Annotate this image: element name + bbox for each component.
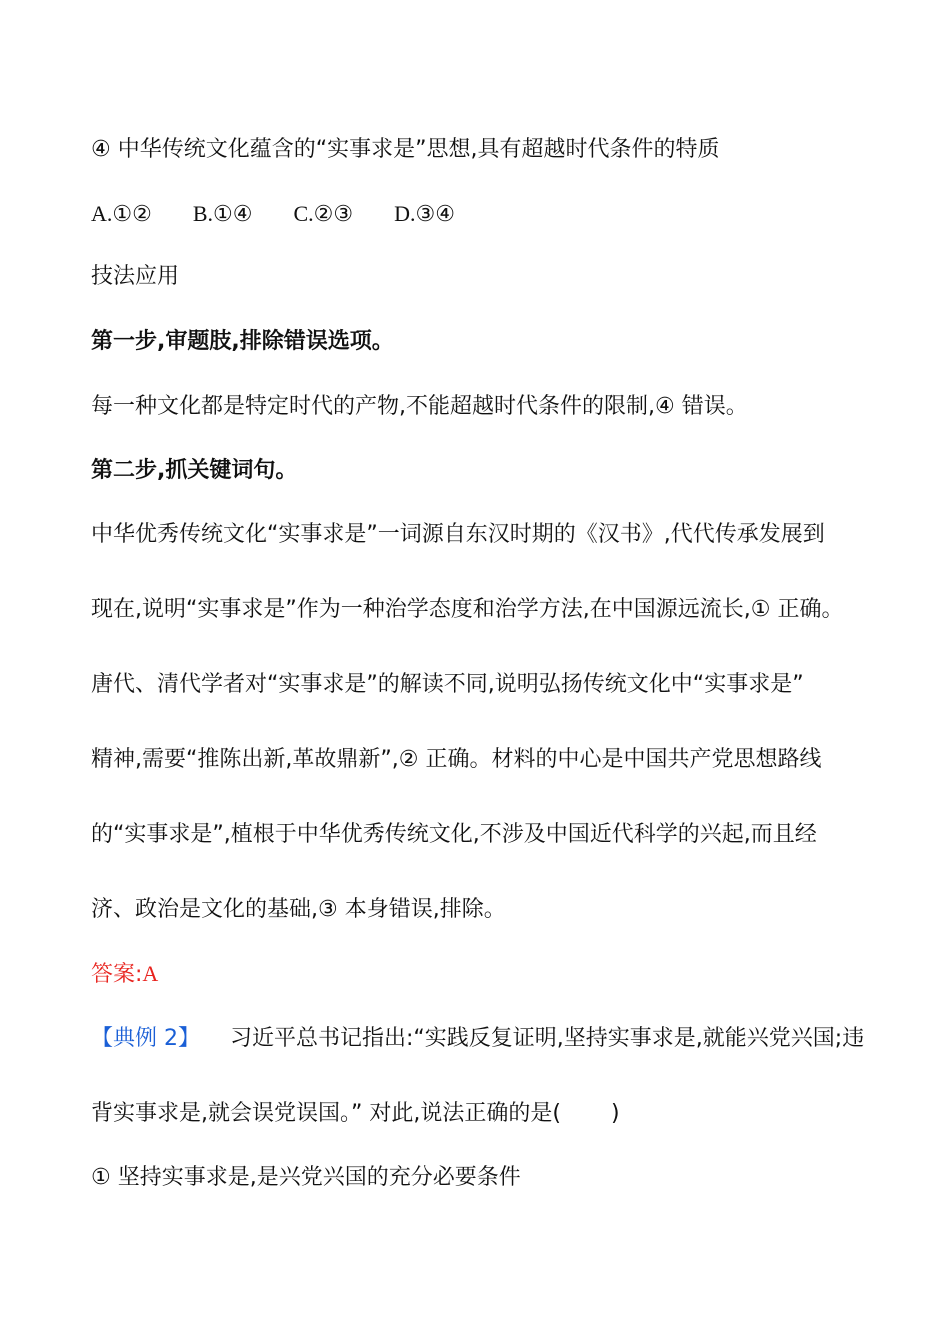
answer-options [91,199,489,230]
answer-value: A [142,961,159,986]
example-line-1 [91,1024,864,1054]
option-a: A.①② [91,201,152,226]
step2-line-5: 的“实事求是”,植根于中华优秀传统文化,不涉及中国近代科学的兴起,而且经 [91,822,817,847]
step2-heading: 第二步,抓关键词句。 [91,458,298,483]
example-text-1: 习近平总书记指出:“实践反复证明,坚持实事求是,就能兴党兴国;违 [230,1026,865,1051]
option-d: D.③④ [394,201,455,226]
step2-line-1: 中华优秀传统文化“实事求是”一词源自东汉时期的《汉书》,代代传承发展到 [91,522,825,547]
step1-text: 每一种文化都是特定时代的产物,不能超越时代条件的限制,④ 错误。 [91,394,748,419]
example-text-2: 背实事求是,就会误党误国。” 对此,说法正确的是( [91,1101,561,1126]
option-item-1: ① 坚持实事求是,是兴党兴国的充分必要条件 [91,1165,521,1190]
example-line-2 [91,1099,620,1129]
option-b: B.①④ [192,201,253,226]
technique-heading: 技法应用 [91,264,180,289]
step2-line-2: 现在,说明“实事求是”作为一种治学态度和治学方法,在中国源远流长,① 正确。 [91,597,844,622]
answer-line [91,959,158,990]
answer-label: 答案: [91,962,143,987]
step2-line-3: 唐代、清代学者对“实事求是”的解读不同,说明弘扬传统文化中“实事求是” [91,672,804,697]
option-item-4: ④ 中华传统文化蕴含的“实事求是”思想,具有超越时代条件的特质 [91,137,720,162]
example-tag: 【典例 2】 [91,1026,200,1051]
step2-line-4: 精神,需要“推陈出新,革故鼎新”,② 正确。材料的中心是中国共产党思想路线 [91,747,822,772]
step2-line-6: 济、政治是文化的基础,③ 本身错误,排除。 [91,897,506,922]
option-c: C.②③ [293,201,354,226]
step1-heading: 第一步,审题肢,排除错误选项。 [91,329,394,354]
example-paren-close: ) [610,1101,620,1126]
